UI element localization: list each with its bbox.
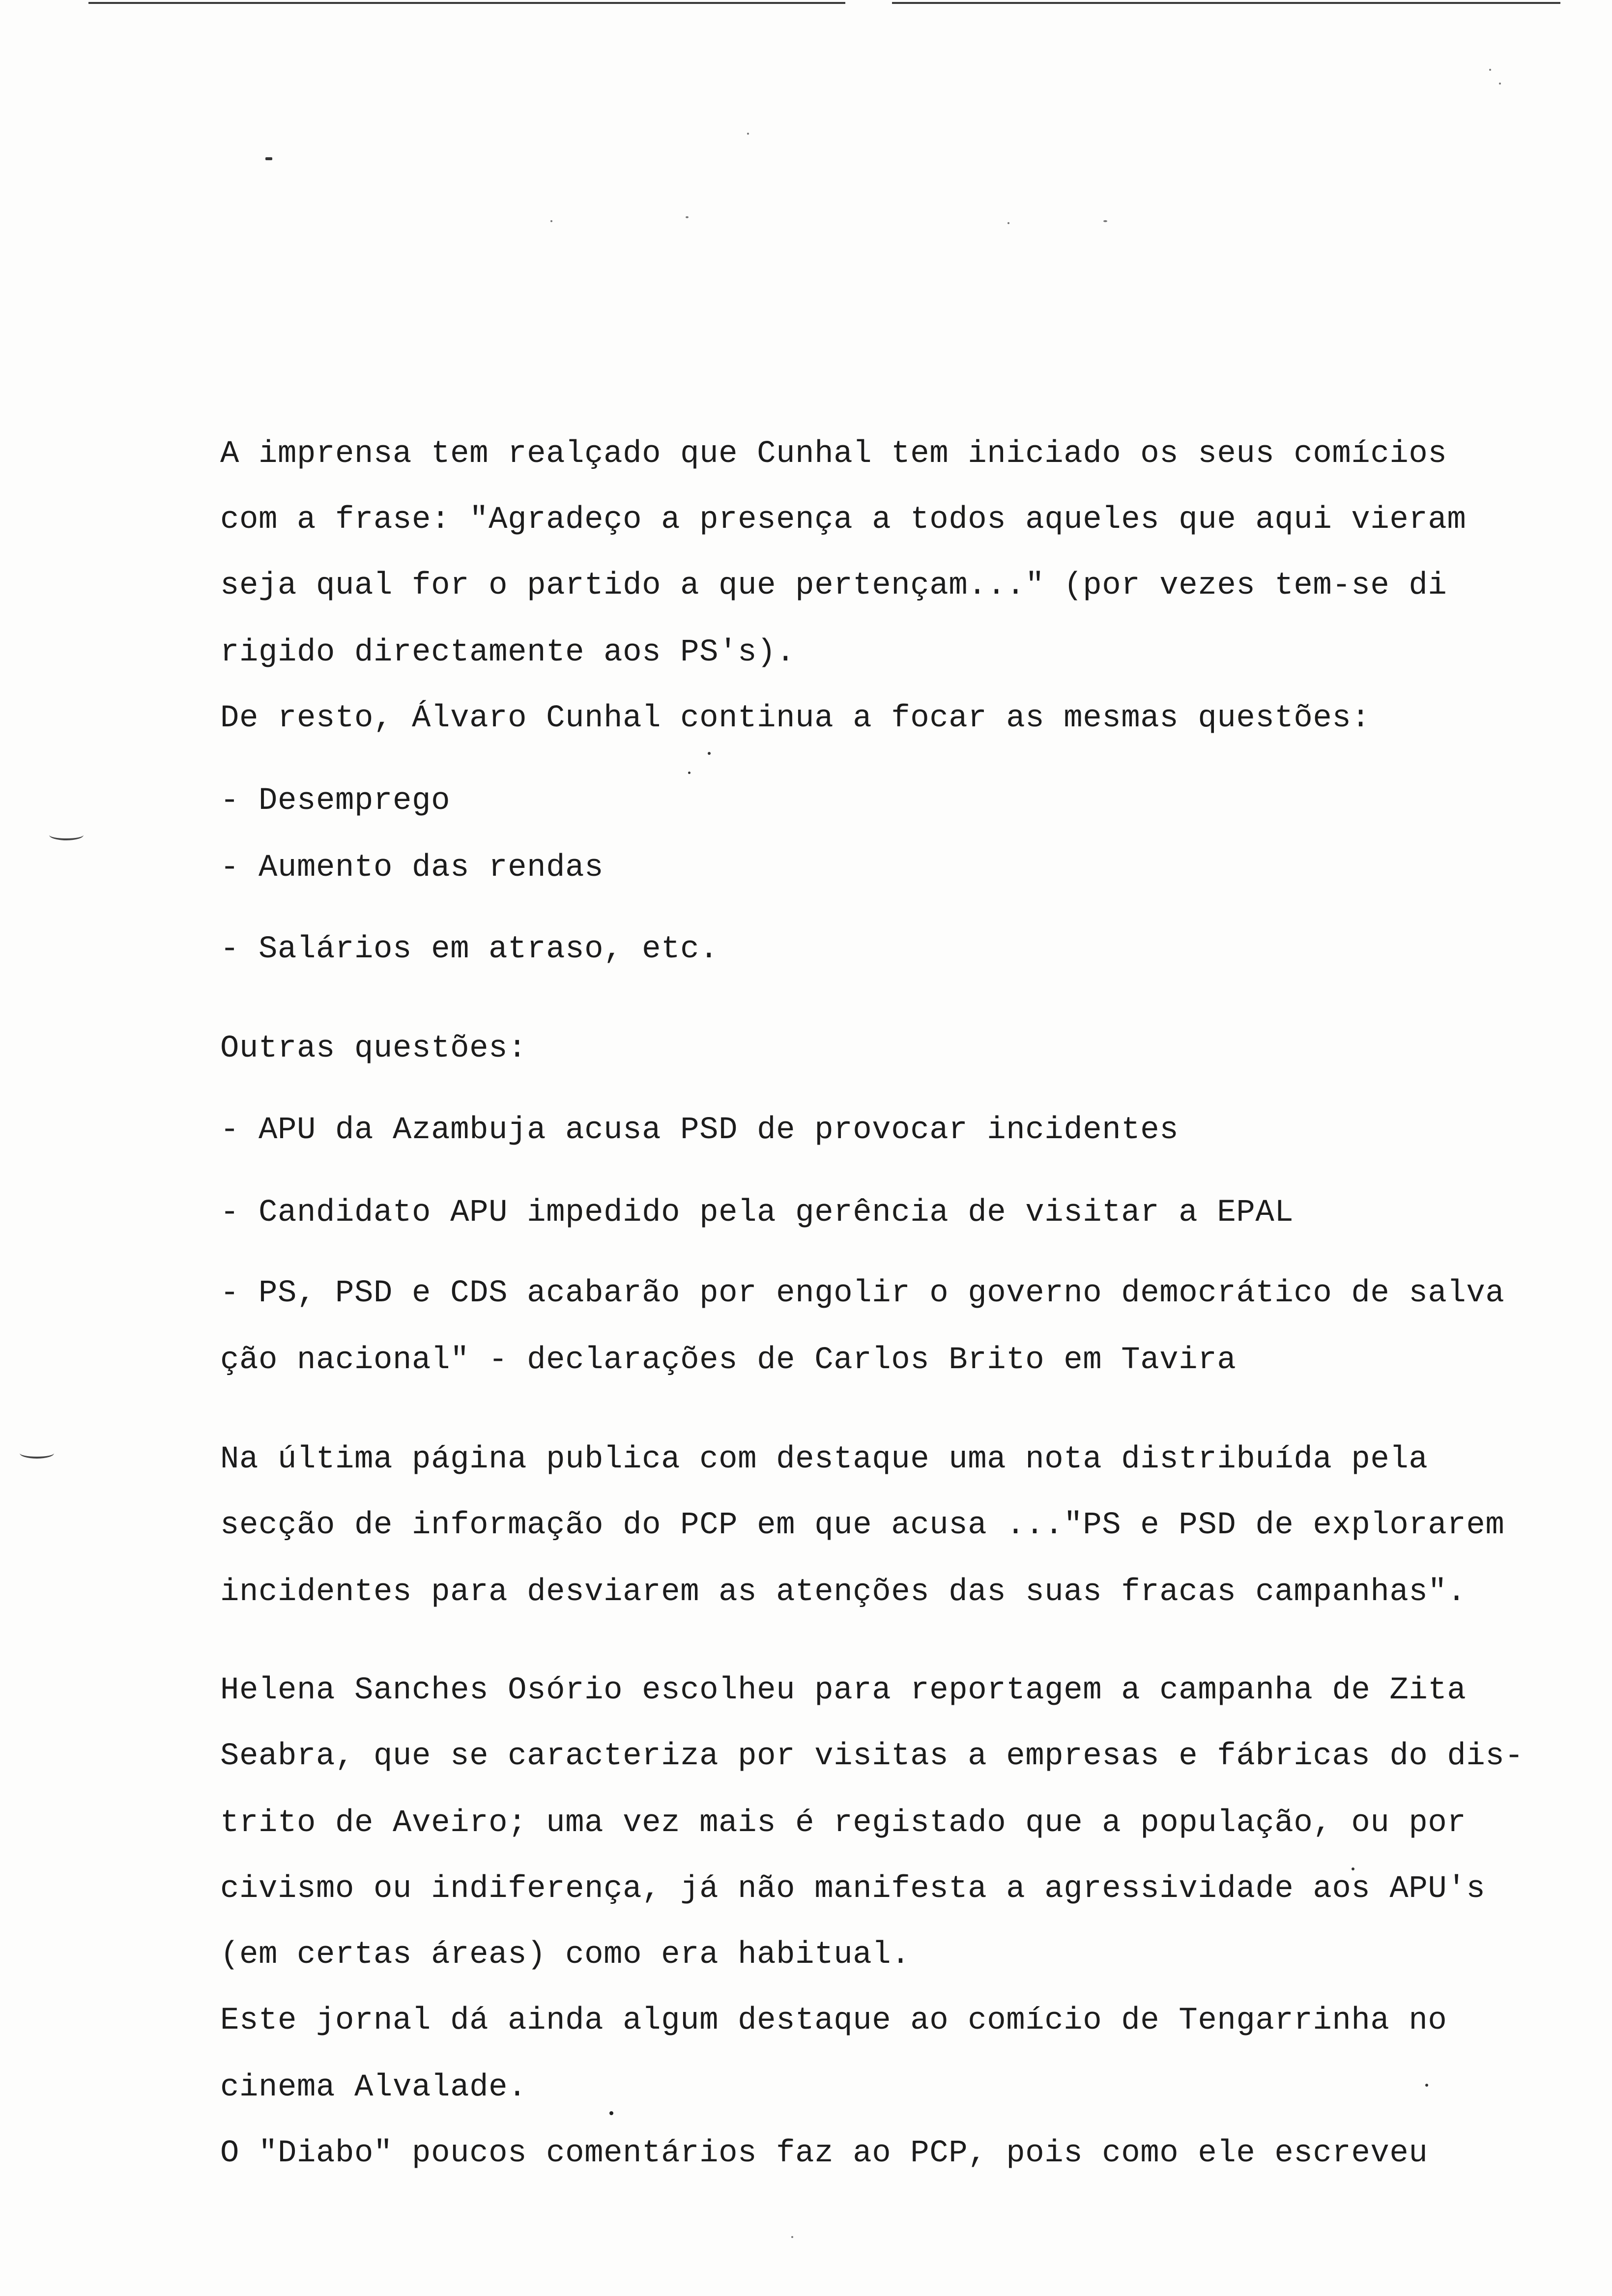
list-item: - APU da Azambuja acusa PSD de provocar incidentes	[220, 1113, 1179, 1148]
text-line: civismo ou indiferença, já não manifesta a agressividade aos APU's	[220, 1871, 1486, 1907]
scan-speck	[265, 157, 272, 160]
scan-speck	[747, 133, 749, 135]
text-line: com a frase: "Agradeço a presença a todos aqueles que aqui vieram	[220, 502, 1467, 538]
text-line: cinema Alvalade.	[220, 2070, 527, 2105]
text-line: incidentes para desviarem as atenções das suas fracas campanhas".	[220, 1575, 1467, 1610]
text-line: Na última página publica com destaque uma nota distribuída pela	[220, 1442, 1428, 1477]
scan-speck	[688, 772, 691, 774]
text-line: rigido directamente aos PS's).	[220, 635, 796, 670]
scan-speck	[686, 216, 689, 218]
list-item: - Salários em atraso, etc.	[220, 932, 719, 967]
text-line: seja qual for o partido a que pertençam..." (por vezes tem-se di	[220, 568, 1447, 603]
scan-speck	[791, 2236, 793, 2238]
text-line: Outras questões:	[220, 1031, 527, 1066]
top-border-line	[88, 2, 845, 4]
margin-mark	[49, 830, 84, 840]
margin-mark	[20, 1448, 54, 1459]
text-line: Helena Sanches Osório escolheu para reportagem a campanha de Zita	[220, 1673, 1467, 1708]
list-item: - Candidato APU impedido pela gerência de visitar a EPAL	[220, 1195, 1294, 1231]
text-line: O "Diabo" poucos comentários faz ao PCP, pois como ele escreveu	[220, 2136, 1428, 2171]
list-item: - Aumento das rendas	[220, 850, 604, 886]
scan-speck	[1489, 69, 1491, 71]
top-border-line	[892, 2, 1560, 4]
scan-speck	[1425, 2084, 1428, 2087]
scan-speck	[1008, 222, 1009, 224]
scan-speck	[609, 2111, 613, 2115]
scan-speck	[708, 752, 711, 755]
text-line: De resto, Álvaro Cunhal continua a focar as mesmas questões:	[220, 701, 1371, 736]
list-item: - PS, PSD e CDS acabarão por engolir o governo democrático de salva	[220, 1276, 1505, 1311]
text-line: trito de Aveiro; uma vez mais é registado que a população, ou por	[220, 1806, 1467, 1841]
text-line: Seabra, que se caracteriza por visitas a empresas e fábricas do dis-	[220, 1739, 1524, 1774]
list-item: - Desemprego	[220, 783, 451, 819]
scan-speck	[1103, 220, 1107, 222]
text-line: A imprensa tem realçado que Cunhal tem iniciado os seus comícios	[220, 436, 1447, 472]
scan-speck	[1499, 83, 1501, 85]
text-line: (em certas áreas) como era habitual.	[220, 1937, 911, 1973]
scan-speck	[1352, 1867, 1354, 1870]
scan-speck	[550, 220, 552, 222]
text-line: Este jornal dá ainda algum destaque ao comício de Tengarrinha no	[220, 2003, 1447, 2038]
text-line: secção de informação do PCP em que acusa ..."PS e PSD de explorarem	[220, 1508, 1505, 1543]
text-line: ção nacional" - declarações de Carlos Brito em Tavira	[220, 1343, 1237, 1378]
